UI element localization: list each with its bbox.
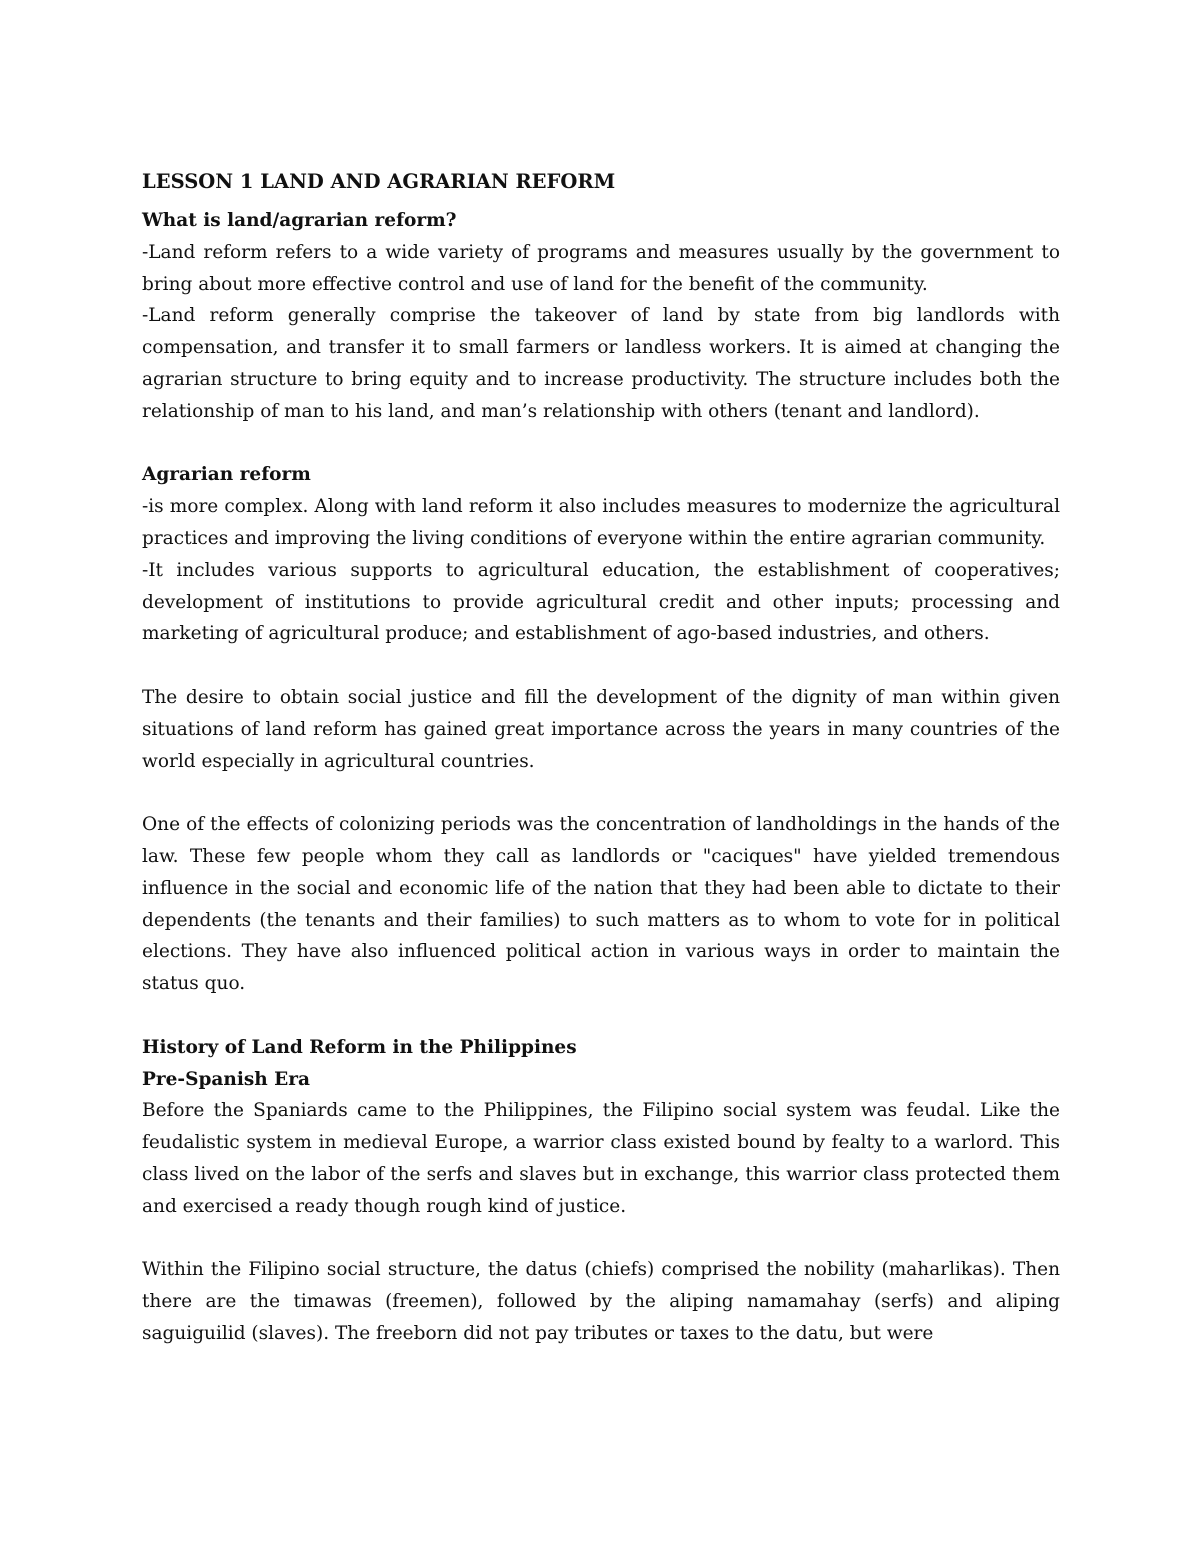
land-reform-definition-paragraph: -Land reform refers to a wide variety of programs and measures usually by the government to bring about more effective control and use of land for the benefit of the community. <box>142 241 1060 295</box>
social-structure-paragraph: Within the Filipino social structure, the datus (chiefs) comprised the nobility (maharlikas). Then there are the timawas (freemen), followed by the aliping namamahay (serfs) and aliping saguiguilid (slaves). The freeborn did not pay tributes or taxes to the datu, but were <box>142 1259 1060 1344</box>
paragraph-spacer <box>142 1000 1060 1032</box>
paragraph-spacer <box>142 650 1060 682</box>
history-heading: History of Land Reform in the Philippines <box>142 1036 577 1058</box>
colonizing-effects-paragraph: One of the effects of colonizing periods was the concentration of landholdings in the hands of the law. These few people whom they call as landlords or "caciques" have yielded tremendous influence in the social and economic life of the nation that they had been able to dictate to their dependents (the tenants and their families) to such matters as to whom to vote for in political elections. They have also influenced political action in various ways in order to maintain the status quo. <box>142 814 1060 995</box>
question-heading: What is land/agrarian reform? <box>142 210 457 231</box>
paragraph-spacer <box>142 1223 1060 1255</box>
paragraph-spacer <box>142 777 1060 809</box>
agrarian-reform-heading: Agrarian reform <box>142 464 311 486</box>
social-justice-paragraph: The desire to obtain social justice and fill the development of the dignity of man within given situations of land reform has gained great importance across the years in many countries of the world especially in agricultural countries. <box>142 686 1060 772</box>
lesson-title: LESSON 1 LAND AND AGRARIAN REFORM <box>142 170 616 193</box>
land-reform-description-paragraph: -Land reform generally comprise the takeover of land by state from big landlords with compensation, and transfer it to small farmers or landless workers. It is aimed at changing the agrarian structure to bring equity and to increase productivity. The structure includes both the relationship of man to his land, and man’s relationship with others (tenant and landlord). <box>142 305 1060 422</box>
document-page <box>142 165 1060 1350</box>
pre-spanish-paragraph: Before the Spaniards came to the Philippines, the Filipino social system was feudal. Like the feudalistic system in medieval Europe, a warrior class existed bound by fealty to a warlord. This class lived on the labor of the serfs and slaves but in exchange, this warrior class protected them and exercised a ready though rough kind of justice. <box>142 1100 1060 1217</box>
paragraph-spacer <box>142 428 1060 460</box>
agrarian-reform-paragraph-2: -It includes various supports to agricultural education, the establishment of cooperatives; development of institutions to provide agricultural credit and other inputs; processing and marketing of agricultural produce; and establishment of ago-based industries, and others. <box>142 559 1060 645</box>
pre-spanish-era-heading: Pre-Spanish Era <box>142 1068 311 1090</box>
agrarian-reform-paragraph-1: -is more complex. Along with land reform it also includes measures to modernize the agricultural practices and improving the living conditions of everyone within the entire agrarian community. <box>142 496 1060 549</box>
